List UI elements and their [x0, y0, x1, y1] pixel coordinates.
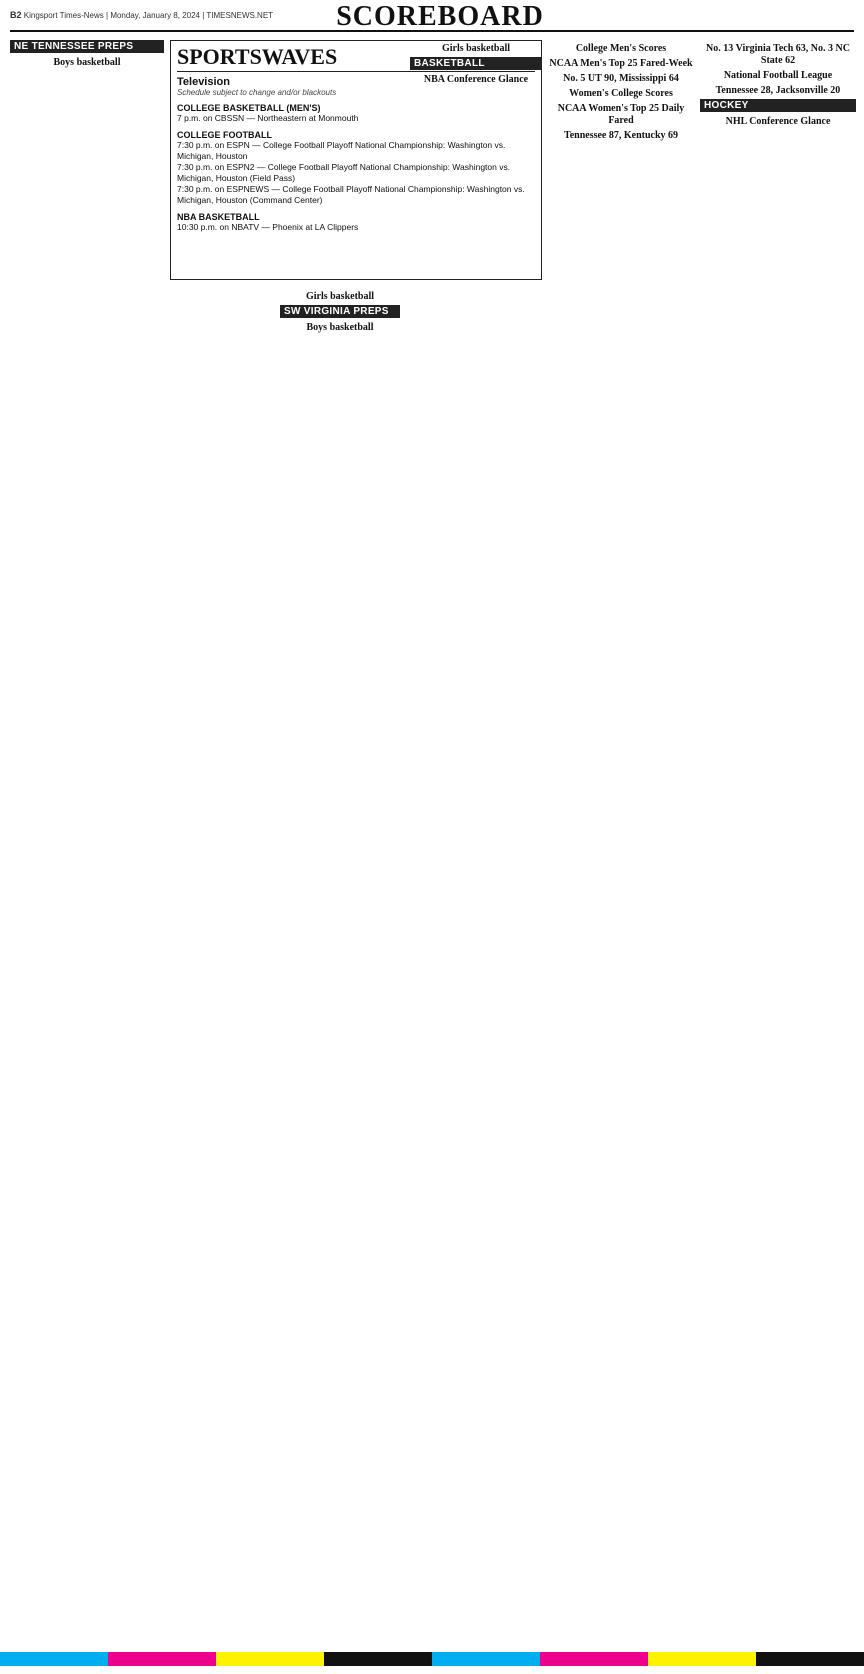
heading-college-mens: College Men's Scores — [575, 43, 667, 54]
heading-vt-nc: No. 13 Virginia Tech 63, No. 3 NC State 62 — [706, 43, 850, 66]
listing-cfb-3: 7:30 p.m. on ESPNEWS — College Football Playoff National Championship: Washington vs. Michigan, Houston (Command Center) — [177, 184, 525, 205]
column-3 — [280, 288, 400, 1642]
heading-ncaa-men-top25: NCAA Men's Top 25 Fared-Week — [549, 58, 693, 69]
category-cbb: COLLEGE BASKETBALL (MEN'S) — [177, 103, 321, 113]
heading-boys-basketball: Boys basketball — [53, 57, 121, 69]
section-band-basketball: BASKETBALL — [410, 57, 542, 70]
listing-cfb-1: 7:30 p.m. on ESPN — College Football Playoff National Championship: Washington vs. Michigan, Houston — [177, 140, 506, 161]
column-2 — [170, 288, 274, 1642]
site-url: TIMESNEWS.NET — [206, 11, 274, 20]
heading-boys-basketball-sw: Boys basketball — [306, 322, 374, 334]
heading-nhl: NHL Conference Glance — [725, 116, 831, 128]
page-title: SCOREBOARD — [336, 1, 544, 32]
section-band-sw-virginia: SW VIRGINIA PREPS — [280, 305, 400, 318]
heading-nfl: National Football League — [723, 70, 833, 81]
section-band-hockey: HOCKEY — [700, 99, 856, 112]
listing-cfb-2: 7:30 p.m. on ESPN2 — College Football Playoff National Championship: Washington vs. Michigan, Houston (Field Pass) — [177, 162, 511, 183]
page-number: B2 — [10, 10, 22, 20]
heading-womens-scores: Women's College Scores — [569, 88, 673, 99]
column-5 — [548, 40, 694, 1642]
listing-nba-1: 10:30 p.m. on NBATV — Phoenix at LA Clippers — [177, 222, 359, 232]
page-header — [10, 1, 854, 32]
heading-titans: Tennessee 28, Jacksonville 20 — [715, 85, 841, 96]
heading-girls-basketball-sw: Girls basketball — [441, 43, 511, 54]
section-band-ne-preps: NE TENNESSEE PREPS — [10, 40, 164, 53]
schedule-note: Schedule subject to change and/or blackouts — [177, 88, 337, 97]
heading-girls-basketball: Girls basketball — [305, 291, 375, 302]
paper-name: Kingsport Times-News — [23, 11, 104, 20]
column-ne-preps — [10, 40, 164, 1642]
heading-ut-miss: No. 5 UT 90, Mississippi 64 — [563, 73, 679, 84]
category-cfb: COLLEGE FOOTBALL — [177, 130, 272, 140]
issue-date: Monday, January 8, 2024 — [110, 11, 200, 20]
category-nba: NBA BASKETBALL — [177, 212, 260, 222]
heading-nba-glance: NBA Conference Glance — [423, 74, 529, 86]
column-4 — [410, 40, 542, 1642]
television-heading: Television — [177, 76, 230, 88]
listing-cbb-1: 7 p.m. on CBSSN — Northeastern at Monmouth — [177, 113, 359, 123]
heading-ncaa-women-top25: NCAA Women's Top 25 Daily Fared — [557, 103, 685, 126]
header-meta: B2 Kingsport Times-News | Monday, January 8, 2024 | TIMESNEWS.NET — [10, 10, 274, 20]
sportswaves-title: SPORTSWAVES — [177, 45, 535, 72]
color-registration-strip — [0, 1652, 864, 1666]
heading-uk-tenn: Tennessee 87, Kentucky 69 — [563, 130, 679, 141]
column-6 — [700, 40, 856, 1642]
